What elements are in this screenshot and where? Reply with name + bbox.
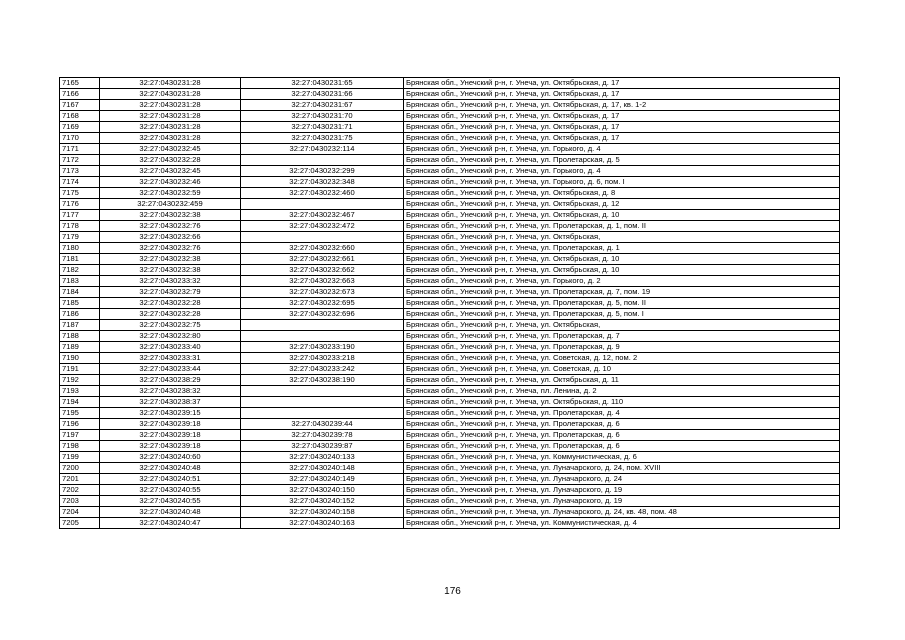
parent-cadastral-cell: 32:27:0430240:55 xyxy=(100,485,241,496)
parent-cadastral-cell: 32:27:0430233:40 xyxy=(100,342,241,353)
table-row xyxy=(60,287,840,298)
parent-cadastral-cell: 32:27:0430232:66 xyxy=(100,232,241,243)
table-row xyxy=(60,375,840,386)
cadastral-number-cell: 32:27:0430232:662 xyxy=(241,265,404,276)
row-number-cell: 7199 xyxy=(60,452,100,463)
cadastral-number-cell xyxy=(241,199,404,210)
parent-cadastral-cell: 32:27:0430240:48 xyxy=(100,507,241,518)
table-row xyxy=(60,463,840,474)
table-row xyxy=(60,210,840,221)
parent-cadastral-cell: 32:27:0430233:31 xyxy=(100,353,241,364)
table-row xyxy=(60,474,840,485)
parent-cadastral-cell: 32:27:0430240:51 xyxy=(100,474,241,485)
address-cell: Брянская обл., Унечский р-н, г. Унеча, ул. Октябрьская, д. 17, кв. 1-2 xyxy=(404,100,840,111)
table-row xyxy=(60,78,840,89)
row-number-cell: 7172 xyxy=(60,155,100,166)
row-number-cell: 7183 xyxy=(60,276,100,287)
address-cell: Брянская обл., Унечский р-н, г. Унеча, ул. Октябрьская, д. 10 xyxy=(404,210,840,221)
row-number-cell: 7180 xyxy=(60,243,100,254)
address-cell: Брянская обл., Унечский р-н, г. Унеча, ул. Пролетарская, д. 5 xyxy=(404,155,840,166)
address-cell: Брянская обл., Унечский р-н, г. Унеча, ул. Горького, д. 4 xyxy=(404,144,840,155)
parent-cadastral-cell: 32:27:0430238:29 xyxy=(100,375,241,386)
parent-cadastral-cell: 32:27:0430231:28 xyxy=(100,133,241,144)
parent-cadastral-cell: 32:27:0430231:28 xyxy=(100,100,241,111)
address-cell: Брянская обл., Унечский р-н, г. Унеча, ул. Коммунистическая, д. 6 xyxy=(404,452,840,463)
address-cell: Брянская обл., Унечский р-н, г. Унеча, ул. Октябрьская, д. 10 xyxy=(404,254,840,265)
address-cell: Брянская обл., Унечский р-н, г. Унеча, ул. Пролетарская, д. 1 xyxy=(404,243,840,254)
cadastral-table xyxy=(59,77,840,529)
cadastral-number-cell: 32:27:0430232:460 xyxy=(241,188,404,199)
address-cell: Брянская обл., Унечский р-н, г. Унеча, ул. Пролетарская, д. 1, пом. II xyxy=(404,221,840,232)
address-cell: Брянская обл., Унечский р-н, г. Унеча, ул. Луначарского, д. 19 xyxy=(404,496,840,507)
address-cell: Брянская обл., Унечский р-н, г. Унеча, ул. Октябрьская, д. 8 xyxy=(404,188,840,199)
page-number: 176 xyxy=(444,586,461,597)
parent-cadastral-cell: 32:27:0430231:28 xyxy=(100,89,241,100)
cadastral-number-cell: 32:27:0430231:75 xyxy=(241,133,404,144)
parent-cadastral-cell: 32:27:0430239:15 xyxy=(100,408,241,419)
address-cell: Брянская обл., Унечский р-н, г. Унеча, ул. Пролетарская, д. 5, пом. II xyxy=(404,298,840,309)
address-cell: Брянская обл., Унечский р-н, г. Унеча, ул. Октябрьская, xyxy=(404,320,840,331)
parent-cadastral-cell: 32:27:0430233:32 xyxy=(100,276,241,287)
table-row xyxy=(60,166,840,177)
address-cell: Брянская обл., Унечский р-н, г. Унеча, ул. Луначарского, д. 24 xyxy=(404,474,840,485)
table-row xyxy=(60,89,840,100)
address-cell: Брянская обл., Унечский р-н, г. Унеча, ул. Пролетарская, д. 7, пом. 19 xyxy=(404,287,840,298)
cadastral-number-cell: 32:27:0430231:70 xyxy=(241,111,404,122)
cadastral-number-cell: 32:27:0430232:663 xyxy=(241,276,404,287)
parent-cadastral-cell: 32:27:0430232:459 xyxy=(100,199,241,210)
cadastral-number-cell: 32:27:0430240:150 xyxy=(241,485,404,496)
table-row xyxy=(60,155,840,166)
row-number-cell: 7169 xyxy=(60,122,100,133)
table-row xyxy=(60,100,840,111)
cadastral-number-cell: 32:27:0430239:87 xyxy=(241,441,404,452)
row-number-cell: 7192 xyxy=(60,375,100,386)
address-cell: Брянская обл., Унечский р-н, г. Унеча, ул. Советская, д. 12, пом. 2 xyxy=(404,353,840,364)
cadastral-number-cell xyxy=(241,397,404,408)
table-row xyxy=(60,430,840,441)
address-cell: Брянская обл., Унечский р-н, г. Унеча, ул. Октябрьская, д. 12 xyxy=(404,199,840,210)
row-number-cell: 7189 xyxy=(60,342,100,353)
parent-cadastral-cell: 32:27:0430232:46 xyxy=(100,177,241,188)
table-row xyxy=(60,111,840,122)
table-row xyxy=(60,144,840,155)
row-number-cell: 7201 xyxy=(60,474,100,485)
cadastral-number-cell: 32:27:0430239:44 xyxy=(241,419,404,430)
row-number-cell: 7166 xyxy=(60,89,100,100)
cadastral-number-cell: 32:27:0430233:242 xyxy=(241,364,404,375)
parent-cadastral-cell: 32:27:0430238:37 xyxy=(100,397,241,408)
table-row xyxy=(60,221,840,232)
cadastral-number-cell xyxy=(241,320,404,331)
cadastral-number-cell: 32:27:0430240:133 xyxy=(241,452,404,463)
cadastral-number-cell: 32:27:0430232:660 xyxy=(241,243,404,254)
parent-cadastral-cell: 32:27:0430232:79 xyxy=(100,287,241,298)
address-cell: Брянская обл., Унечский р-н, г. Унеча, ул. Пролетарская, д. 6 xyxy=(404,441,840,452)
row-number-cell: 7197 xyxy=(60,430,100,441)
cadastral-number-cell: 32:27:0430238:190 xyxy=(241,375,404,386)
parent-cadastral-cell: 32:27:0430232:45 xyxy=(100,144,241,155)
address-cell: Брянская обл., Унечский р-н, г. Унеча, ул. Пролетарская, д. 5, пом. I xyxy=(404,309,840,320)
row-number-cell: 7174 xyxy=(60,177,100,188)
cadastral-number-cell: 32:27:0430231:65 xyxy=(241,78,404,89)
address-cell: Брянская обл., Унечский р-н, г. Унеча, ул. Луначарского, д. 19 xyxy=(404,485,840,496)
table-row xyxy=(60,122,840,133)
row-number-cell: 7181 xyxy=(60,254,100,265)
parent-cadastral-cell: 32:27:0430239:18 xyxy=(100,419,241,430)
table-row xyxy=(60,243,840,254)
cadastral-number-cell: 32:27:0430240:152 xyxy=(241,496,404,507)
cadastral-number-cell: 32:27:0430240:158 xyxy=(241,507,404,518)
cadastral-number-cell: 32:27:0430232:348 xyxy=(241,177,404,188)
table-row xyxy=(60,331,840,342)
parent-cadastral-cell: 32:27:0430240:55 xyxy=(100,496,241,507)
row-number-cell: 7194 xyxy=(60,397,100,408)
row-number-cell: 7187 xyxy=(60,320,100,331)
table-row xyxy=(60,452,840,463)
parent-cadastral-cell: 32:27:0430232:76 xyxy=(100,243,241,254)
table-body xyxy=(60,78,840,529)
row-number-cell: 7171 xyxy=(60,144,100,155)
cadastral-number-cell xyxy=(241,408,404,419)
table-row xyxy=(60,188,840,199)
parent-cadastral-cell: 32:27:0430233:44 xyxy=(100,364,241,375)
address-cell: Брянская обл., Унечский р-н, г. Унеча, ул. Октябрьская, xyxy=(404,232,840,243)
address-cell: Брянская обл., Унечский р-н, г. Унеча, ул. Пролетарская, д. 6 xyxy=(404,419,840,430)
cadastral-number-cell: 32:27:0430232:472 xyxy=(241,221,404,232)
row-number-cell: 7188 xyxy=(60,331,100,342)
row-number-cell: 7198 xyxy=(60,441,100,452)
table-row xyxy=(60,177,840,188)
parent-cadastral-cell: 32:27:0430240:48 xyxy=(100,463,241,474)
row-number-cell: 7176 xyxy=(60,199,100,210)
table-row xyxy=(60,320,840,331)
address-cell: Брянская обл., Унечский р-н, г. Унеча, пл. Ленина, д. 2 xyxy=(404,386,840,397)
parent-cadastral-cell: 32:27:0430239:18 xyxy=(100,430,241,441)
cadastral-number-cell: 32:27:0430231:71 xyxy=(241,122,404,133)
row-number-cell: 7178 xyxy=(60,221,100,232)
table-row xyxy=(60,386,840,397)
parent-cadastral-cell: 32:27:0430232:38 xyxy=(100,254,241,265)
row-number-cell: 7170 xyxy=(60,133,100,144)
row-number-cell: 7182 xyxy=(60,265,100,276)
row-number-cell: 7165 xyxy=(60,78,100,89)
table-row xyxy=(60,199,840,210)
parent-cadastral-cell: 32:27:0430232:38 xyxy=(100,265,241,276)
table-row xyxy=(60,298,840,309)
row-number-cell: 7177 xyxy=(60,210,100,221)
parent-cadastral-cell: 32:27:0430231:28 xyxy=(100,78,241,89)
table-row xyxy=(60,254,840,265)
address-cell: Брянская обл., Унечский р-н, г. Унеча, ул. Пролетарская, д. 4 xyxy=(404,408,840,419)
table-row xyxy=(60,309,840,320)
row-number-cell: 7191 xyxy=(60,364,100,375)
address-cell: Брянская обл., Унечский р-н, г. Унеча, ул. Коммунистическая, д. 4 xyxy=(404,518,840,529)
parent-cadastral-cell: 32:27:0430240:47 xyxy=(100,518,241,529)
row-number-cell: 7173 xyxy=(60,166,100,177)
cadastral-number-cell: 32:27:0430232:661 xyxy=(241,254,404,265)
address-cell: Брянская обл., Унечский р-н, г. Унеча, ул. Советская, д. 10 xyxy=(404,364,840,375)
address-cell: Брянская обл., Унечский р-н, г. Унеча, ул. Октябрьская, д. 17 xyxy=(404,122,840,133)
table-row xyxy=(60,419,840,430)
parent-cadastral-cell: 32:27:0430232:28 xyxy=(100,309,241,320)
address-cell: Брянская обл., Унечский р-н, г. Унеча, ул. Пролетарская, д. 6 xyxy=(404,430,840,441)
table-row xyxy=(60,353,840,364)
table-row xyxy=(60,232,840,243)
address-cell: Брянская обл., Унечский р-н, г. Унеча, ул. Пролетарская, д. 9 xyxy=(404,342,840,353)
parent-cadastral-cell: 32:27:0430240:60 xyxy=(100,452,241,463)
cadastral-number-cell: 32:27:0430232:299 xyxy=(241,166,404,177)
row-number-cell: 7204 xyxy=(60,507,100,518)
address-cell: Брянская обл., Унечский р-н, г. Унеча, ул. Горького, д. 4 xyxy=(404,166,840,177)
table-row xyxy=(60,496,840,507)
row-number-cell: 7202 xyxy=(60,485,100,496)
parent-cadastral-cell: 32:27:0430232:28 xyxy=(100,155,241,166)
row-number-cell: 7185 xyxy=(60,298,100,309)
parent-cadastral-cell: 32:27:0430238:32 xyxy=(100,386,241,397)
row-number-cell: 7186 xyxy=(60,309,100,320)
cadastral-number-cell: 32:27:0430239:78 xyxy=(241,430,404,441)
row-number-cell: 7193 xyxy=(60,386,100,397)
row-number-cell: 7190 xyxy=(60,353,100,364)
row-number-cell: 7203 xyxy=(60,496,100,507)
parent-cadastral-cell: 32:27:0430232:76 xyxy=(100,221,241,232)
parent-cadastral-cell: 32:27:0430231:28 xyxy=(100,122,241,133)
cadastral-number-cell xyxy=(241,232,404,243)
row-number-cell: 7167 xyxy=(60,100,100,111)
address-cell: Брянская обл., Унечский р-н, г. Унеча, ул. Октябрьская, д. 17 xyxy=(404,111,840,122)
cadastral-number-cell: 32:27:0430232:467 xyxy=(241,210,404,221)
address-cell: Брянская обл., Унечский р-н, г. Унеча, ул. Октябрьская, д. 110 xyxy=(404,397,840,408)
cadastral-number-cell xyxy=(241,331,404,342)
table-row xyxy=(60,397,840,408)
table-row xyxy=(60,342,840,353)
row-number-cell: 7200 xyxy=(60,463,100,474)
row-number-cell: 7179 xyxy=(60,232,100,243)
address-cell: Брянская обл., Унечский р-н, г. Унеча, ул. Луначарского, д. 24, пом. XVIII xyxy=(404,463,840,474)
table-row xyxy=(60,408,840,419)
row-number-cell: 7205 xyxy=(60,518,100,529)
cadastral-number-cell: 32:27:0430240:148 xyxy=(241,463,404,474)
cadastral-number-cell: 32:27:0430231:67 xyxy=(241,100,404,111)
parent-cadastral-cell: 32:27:0430239:18 xyxy=(100,441,241,452)
address-cell: Брянская обл., Унечский р-н, г. Унеча, ул. Октябрьская, д. 17 xyxy=(404,78,840,89)
cadastral-number-cell: 32:27:0430232:114 xyxy=(241,144,404,155)
cadastral-number-cell: 32:27:0430233:218 xyxy=(241,353,404,364)
row-number-cell: 7175 xyxy=(60,188,100,199)
row-number-cell: 7184 xyxy=(60,287,100,298)
parent-cadastral-cell: 32:27:0430232:38 xyxy=(100,210,241,221)
table-row xyxy=(60,276,840,287)
table-row xyxy=(60,485,840,496)
cadastral-number-cell xyxy=(241,386,404,397)
cadastral-number-cell: 32:27:0430232:673 xyxy=(241,287,404,298)
table-row xyxy=(60,518,840,529)
address-cell: Брянская обл., Унечский р-н, г. Унеча, ул. Октябрьская, д. 11 xyxy=(404,375,840,386)
table-row xyxy=(60,133,840,144)
table-row xyxy=(60,364,840,375)
address-cell: Брянская обл., Унечский р-н, г. Унеча, ул. Октябрьская, д. 17 xyxy=(404,133,840,144)
address-cell: Брянская обл., Унечский р-н, г. Унеча, ул. Луначарского, д. 24, кв. 48, пом. 48 xyxy=(404,507,840,518)
row-number-cell: 7168 xyxy=(60,111,100,122)
address-cell: Брянская обл., Унечский р-н, г. Унеча, ул. Октябрьская, д. 17 xyxy=(404,89,840,100)
cadastral-number-cell: 32:27:0430240:163 xyxy=(241,518,404,529)
cadastral-number-cell: 32:27:0430232:695 xyxy=(241,298,404,309)
address-cell: Брянская обл., Унечский р-н, г. Унеча, ул. Пролетарская, д. 7 xyxy=(404,331,840,342)
cadastral-number-cell: 32:27:0430233:190 xyxy=(241,342,404,353)
row-number-cell: 7195 xyxy=(60,408,100,419)
cadastral-number-cell xyxy=(241,155,404,166)
parent-cadastral-cell: 32:27:0430232:75 xyxy=(100,320,241,331)
parent-cadastral-cell: 32:27:0430231:28 xyxy=(100,111,241,122)
table-row xyxy=(60,507,840,518)
parent-cadastral-cell: 32:27:0430232:28 xyxy=(100,298,241,309)
cadastral-number-cell: 32:27:0430232:696 xyxy=(241,309,404,320)
cadastral-number-cell: 32:27:0430240:149 xyxy=(241,474,404,485)
parent-cadastral-cell: 32:27:0430232:59 xyxy=(100,188,241,199)
parent-cadastral-cell: 32:27:0430232:45 xyxy=(100,166,241,177)
parent-cadastral-cell: 32:27:0430232:80 xyxy=(100,331,241,342)
row-number-cell: 7196 xyxy=(60,419,100,430)
table-row xyxy=(60,265,840,276)
cadastral-number-cell: 32:27:0430231:66 xyxy=(241,89,404,100)
table-row xyxy=(60,441,840,452)
address-cell: Брянская обл., Унечский р-н, г. Унеча, ул. Горького, д. 6, пом. I xyxy=(404,177,840,188)
address-cell: Брянская обл., Унечский р-н, г. Унеча, ул. Горького, д. 2 xyxy=(404,276,840,287)
address-cell: Брянская обл., Унечский р-н, г. Унеча, ул. Октябрьская, д. 10 xyxy=(404,265,840,276)
